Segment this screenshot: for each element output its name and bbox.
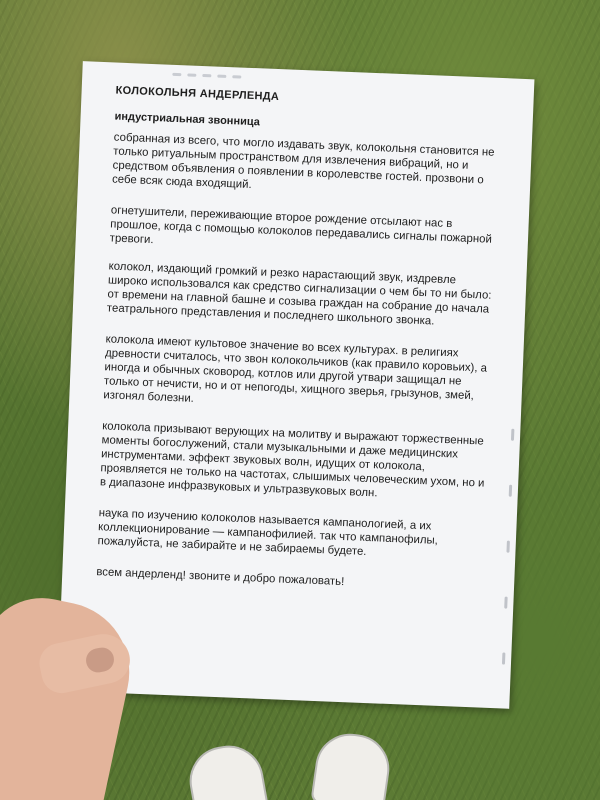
paragraph-cultural: колокола имеют культовое значение во всех культурах. в религиях древности считалось, что звон колокольчиков (как правило коровьих), а иногда и обычных сковород, котлов или другой утвари защищал не только от нечисти, но и от непогоды, хищного зверья, грызунов, змей, изгонял болезни. (103, 333, 488, 405)
staple-marks (172, 73, 241, 79)
sheet-title: КОЛОКОЛЬНЯ АНДЕРЛЕНДА (115, 84, 280, 104)
paragraph-intro: собранная из всего, что могло издавать звук, колокольня становится не только ритуальным пространством для извлечения вибраций, но и средством объявления о появлении в королевстве гостей. прозвони о себе всяк сюда входящий. (111, 131, 495, 192)
printed-sheet (58, 61, 535, 709)
paragraph-campanology: наука по изучению колоколов называется кампанологией, а их коллекционирование — кампанофилией. так что кампанофилы, пожалуйста, не забирайте и не забираемы будете. (97, 507, 439, 558)
sheet-subtitle: индустриальная звонница (114, 110, 261, 129)
paragraph-worship: колокола призывают верующих на молитву и выражают торжественные моменты богослужений, стали музыкальными и даже медицинских инструментами. эффект звуковых волн, идущих от колокола, проявляется не только на частотах, слышимых человеческим ухом, но и в диапазоне инфразвуковых и ультразвуковых волн. (99, 420, 485, 500)
closing-line: всем андерленд! звоните и добро пожаловать! (96, 566, 345, 589)
paragraph-extinguishers: огнетушители, переживающие второе рождение отсылают нас в прошлое, когда с помощью колоколов передавались сигналы пожарной тревоги. (109, 204, 493, 247)
paragraph-signaling: колокол, издающий громкий и резко нарастающий звук, издревле широко использовался как средство сигнализации о чем бы то ни было: от времени на главной башне и созыва граждан на собрание до начала театрального представления и последнего школьного звонка. (106, 260, 492, 328)
